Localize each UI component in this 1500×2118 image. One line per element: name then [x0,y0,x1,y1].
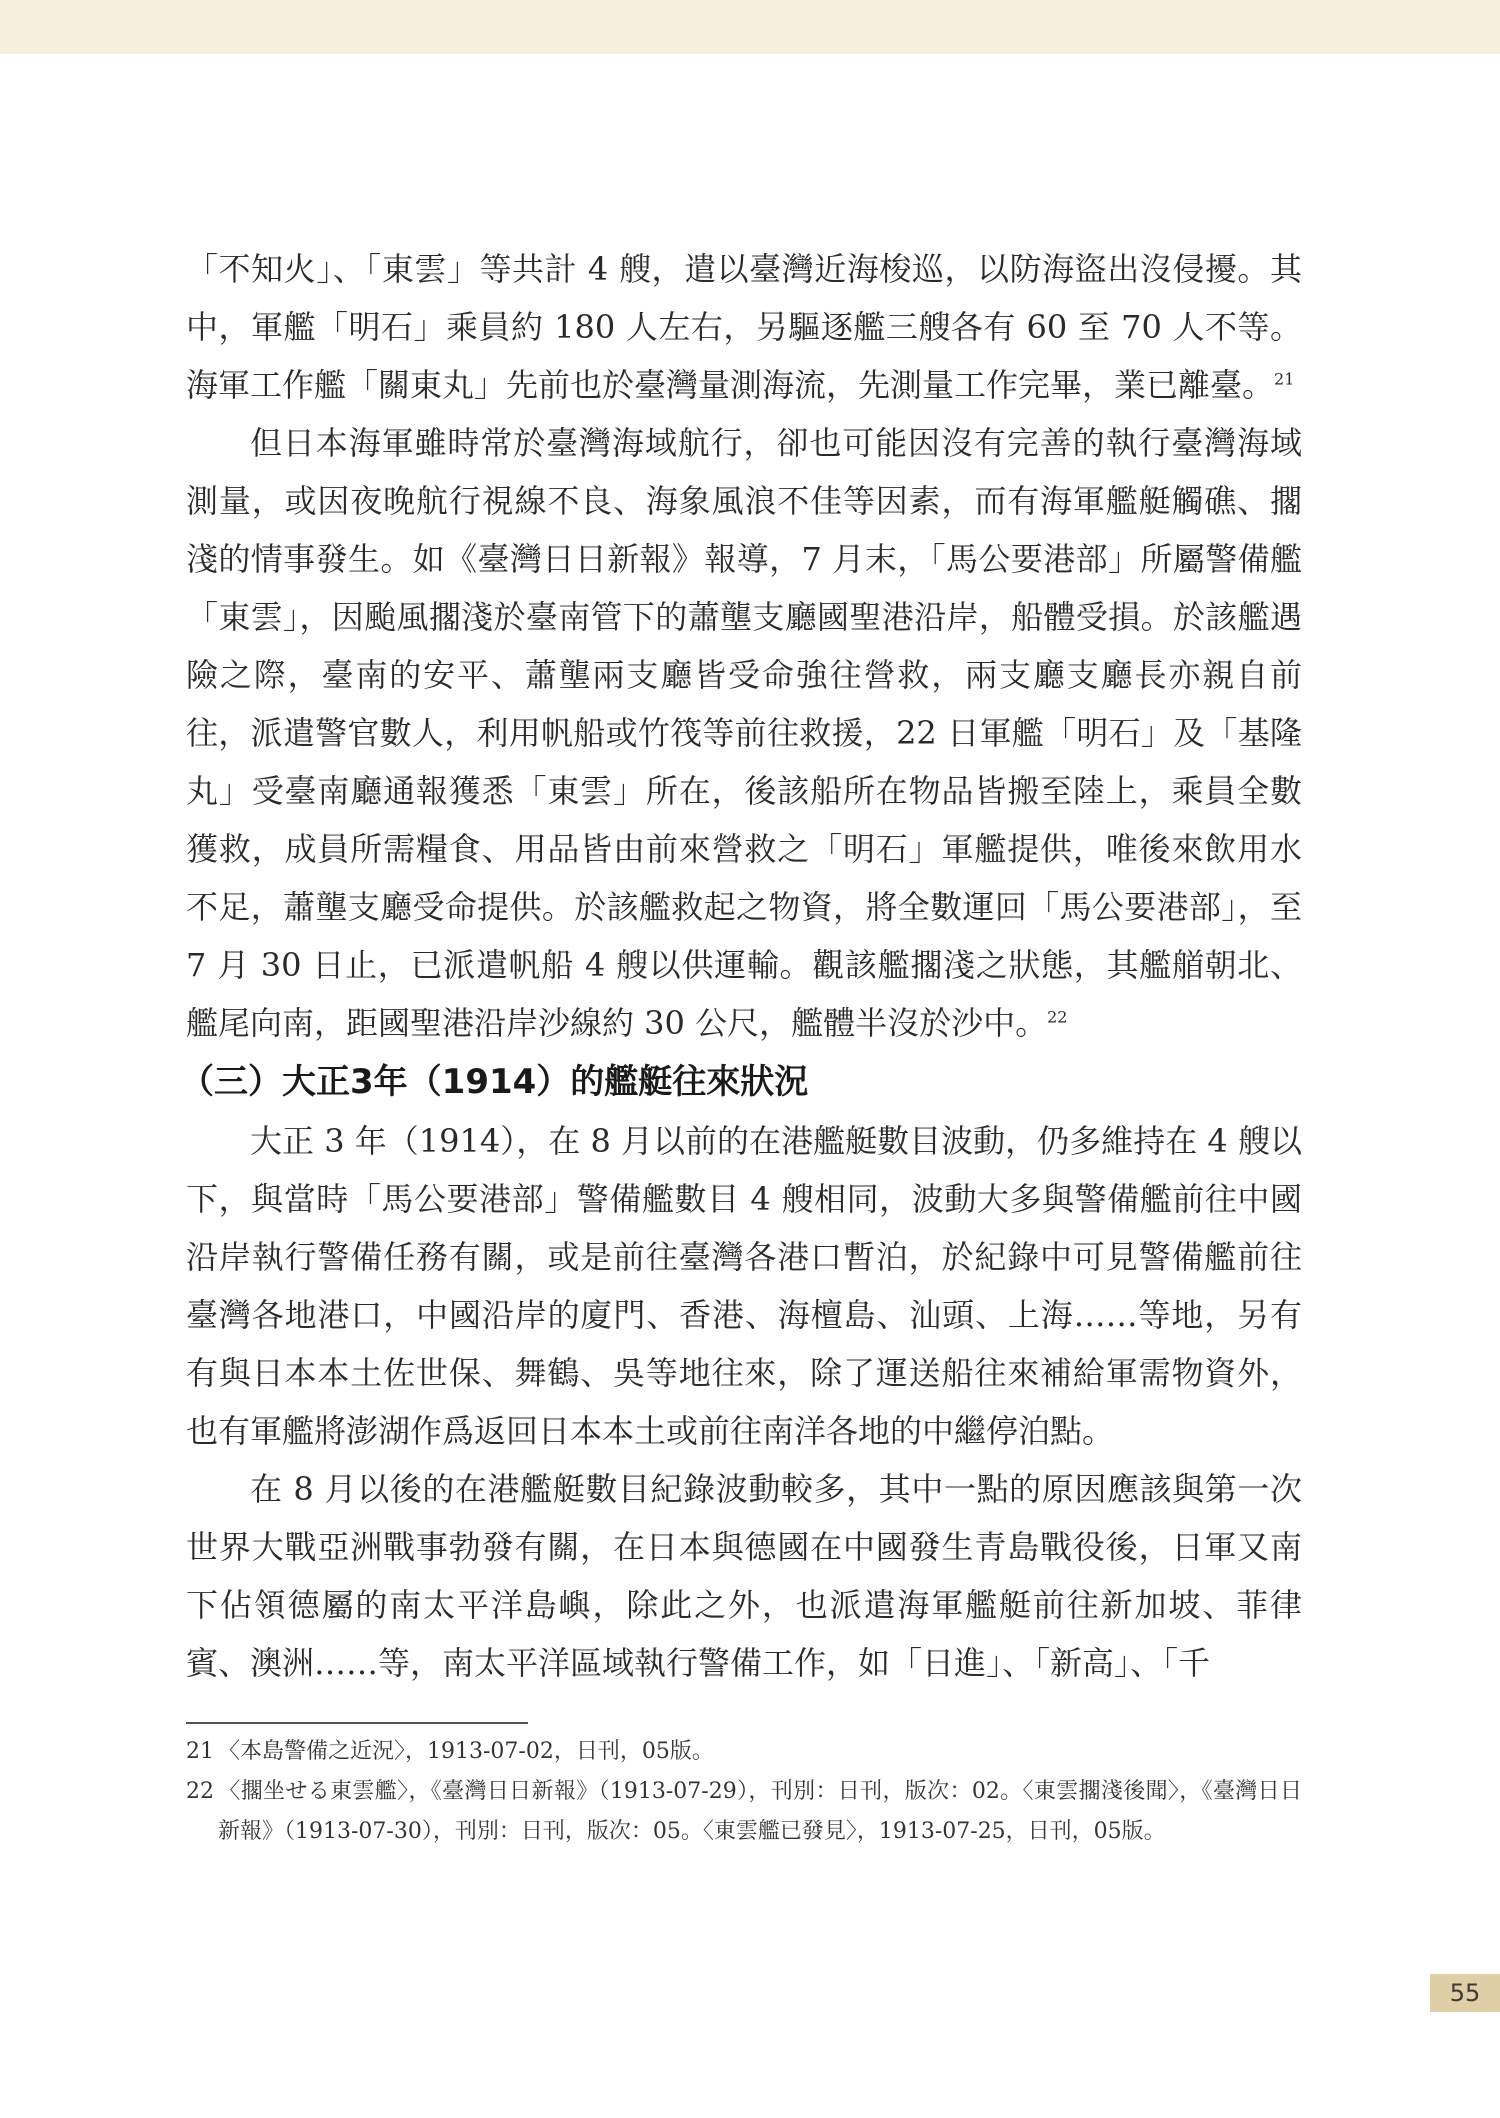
footnote-ref-22: 22 [1047,1007,1068,1027]
footnote-divider [186,1722,528,1724]
section-heading: （三）大正3年（1914）的艦艇往來狀況 [180,1062,809,1102]
paragraph-text: 但日本海軍雖時常於臺灣海域航行，卻也可能因沒有完善的執行臺灣海域測量，或因夜晚航行視線不良、海象風浪不佳等因素，而有海軍艦艇觸礁、擱淺的情事發生。如《臺灣日日新報》報導，7 月末，「馬公要港部」所屬警備艦「東雲」，因颱風擱淺於臺南管下的蕭壟支廳國聖港沿岸，船體受損。於該艦遇險之際，臺南的安平、蕭壟兩支廳皆受命強往營救，兩支廳支廳長亦親自前往，派遣警官數人，利用帆船或竹筏等前往救援，22 日軍艦「明石」及「基隆丸」受臺南廳通報獲悉「東雲」所在，後該船所在物品皆搬至陸上，乘員全數獲救，成員所需糧食、用品皆由前來營救之「明石」軍艦提供，唯後來飲用水不足，蕭壟支廳受命提供。於該艦救起之物資，將全數運回「馬公要港部」，至 7 月 30 日止，已派遣帆船 4 艘以供運輸。觀該艦擱淺之狀態，其艦艏朝北、艦尾向南，距國聖港沿岸沙線約 30 公尺，艦體半沒於沙中。 [186,424,1302,1042]
main-text [180,240,1302,1692]
footnote-number: 21 [186,1739,214,1764]
page-number: 55 [1449,1979,1481,2007]
top-color-band [0,0,1500,54]
footnotes [186,1732,1302,1852]
paragraph-1914-after-august: 在 8 月以後的在港艦艇數目紀錄波動較多，其中一點的原因應該與第一次世界大戰亞洲戰事勃發有關，在日本與德國在中國發生青島戰役後，日軍又南下佔領德屬的南太平洋島嶼，除此之外，也派遣海軍艦艇前往新加坡、菲律賓、澳洲……等，南太平洋區域執行警備工作，如「日進」、「新高」、「千 [186,1470,1302,1682]
footnote-number: 22 [186,1779,214,1804]
paragraph-text: 「不知火」、「東雲」等共計 4 艘，遣以臺灣近海梭巡，以防海盜出沒侵擾。其中，軍艦「明石」乘員約 180 人左右，另驅逐艦三艘各有 60 至 70 人不等。海軍工作艦「關東丸」先前也於臺灣量測海流，先測量工作完畢，業已離臺。 [186,250,1302,404]
footnote-ref-21: 21 [1274,369,1295,389]
footnote-22 [186,1772,1302,1852]
footnote-21 [186,1732,1302,1772]
paragraph-continued [186,240,1302,414]
page-number-tab [1430,1974,1500,2012]
footnote-text: 〈擱坐せる東雲艦〉，《臺灣日日新報》（1913-07-29），刊別：日刊，版次：02。〈東雲擱淺後聞〉，《臺灣日日新報》（1913-07-30），刊別：日刊，版次：05。〈東雲艦已發見〉，1913-07-25，日刊，05版。 [218,1779,1302,1844]
paragraph-shipwreck [186,414,1302,1052]
footnote-text: 〈本島警備之近況〉，1913-07-02，日刊，05版。 [218,1739,714,1764]
paragraph-1914-before-august: 大正 3 年（1914），在 8 月以前的在港艦艇數目波動，仍多維持在 4 艘以下，與當時「馬公要港部」警備艦數目 4 艘相同，波動大多與警備艦前往中國沿岸執行警備任務有關，或是前往臺灣各港口暫泊，於紀錄中可見警備艦前往臺灣各地港口，中國沿岸的廈門、香港、海檀島、汕頭、上海……等地，另有有與日本本土佐世保、舞鶴、吳等地往來，除了運送船往來補給軍需物資外，也有軍艦將澎湖作爲返回日本本土或前往南洋各地的中繼停泊點。 [186,1122,1302,1450]
